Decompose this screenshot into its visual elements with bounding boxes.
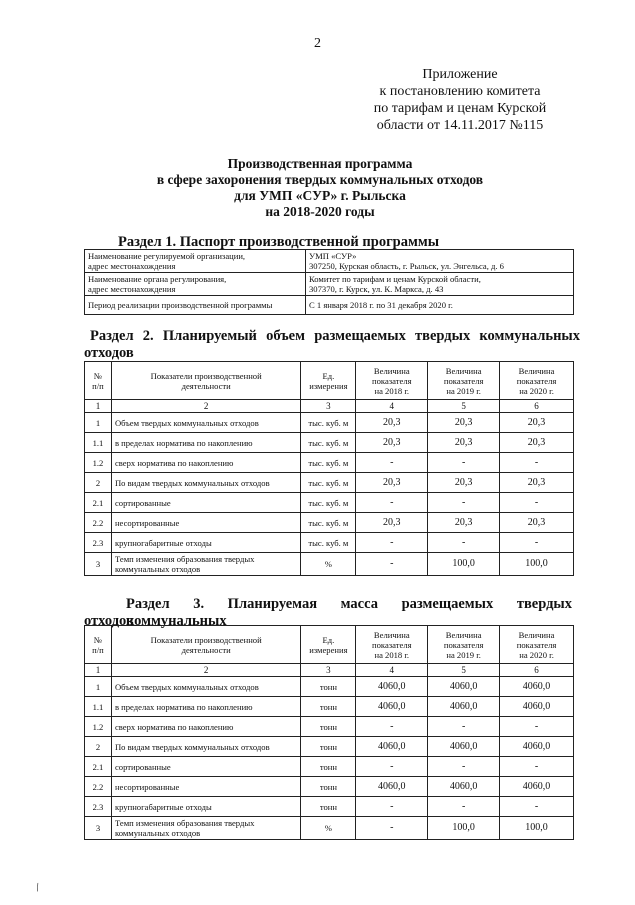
cell-line: показателя: [516, 639, 557, 650]
value-2018: -: [356, 493, 428, 513]
unit-cell: тыс. куб. м: [301, 433, 356, 453]
margin-mark: /: [34, 879, 41, 895]
value-2020: 100,0: [500, 817, 574, 840]
indicator-name: [111, 513, 300, 533]
value-2020: -: [500, 533, 574, 553]
unit-cell: тонн: [301, 697, 356, 717]
value-2018: -: [356, 817, 428, 840]
cell-line: УМП «СУР»: [309, 251, 357, 261]
table-row: [85, 533, 574, 553]
value-2019: 4060,0: [428, 697, 500, 717]
cell-line: на 2018 г.: [374, 649, 410, 660]
cell-line: коммунальных отходов: [114, 828, 201, 838]
value-2018: 20,3: [356, 473, 428, 493]
table-row: [85, 777, 574, 797]
row-number: 2: [85, 473, 112, 493]
column-header: [356, 626, 428, 664]
table-row: [85, 553, 574, 576]
cell-line: на 2020 г.: [519, 649, 554, 660]
cell-line: показателя: [372, 639, 412, 650]
cell-line: адрес местонахождения: [88, 284, 176, 294]
column-number: 1: [85, 400, 112, 413]
document-title: [60, 156, 580, 220]
row-number: 1.1: [85, 697, 112, 717]
row-number: 2.1: [85, 493, 112, 513]
table-row: [85, 717, 574, 737]
cell-line: показателя: [372, 375, 412, 386]
mass-table: [84, 625, 574, 840]
value-2018: -: [356, 757, 428, 777]
title-line: в сфере захоронения твердых коммунальных отходов: [156, 172, 484, 187]
table-row: [85, 473, 574, 493]
section1-heading: Раздел 1. Паспорт производственной программы: [118, 234, 440, 250]
indicator-name: [111, 413, 300, 433]
table-row: [85, 697, 574, 717]
value-2020: -: [500, 717, 574, 737]
cell-line: Темп изменения образования твердых: [114, 818, 255, 828]
passport-row: [85, 250, 574, 273]
cell-line: измерения: [309, 380, 348, 391]
section3-heading-line: Раздел 3. Планируемая масса размещаемых твердых коммунальных: [126, 596, 572, 629]
unit-cell: тонн: [301, 757, 356, 777]
unit-cell: тонн: [301, 677, 356, 697]
table-row: [85, 413, 574, 433]
indicator-name: [111, 817, 300, 840]
column-number: 2: [111, 400, 300, 413]
cell-line: Величина: [518, 629, 555, 640]
value-2019: 20,3: [428, 413, 500, 433]
cell-line: Наименование органа регулирования,: [88, 274, 227, 284]
value-2018: -: [356, 717, 428, 737]
cell-line: на 2019 г.: [446, 385, 481, 396]
value-2020: 20,3: [500, 433, 574, 453]
column-header: [301, 362, 356, 400]
cell-line: 307250, Курская область, г. Рыльск, ул. Энгельса, д. 6: [309, 261, 504, 271]
cell-line: показателя: [443, 639, 484, 650]
value-2018: 20,3: [356, 513, 428, 533]
value-2020: 4060,0: [500, 777, 574, 797]
value-2020: 20,3: [500, 473, 574, 493]
unit-cell: %: [301, 553, 356, 576]
indicator-name: [111, 433, 300, 453]
title-line: для УМП «СУР» г. Рыльска: [234, 188, 406, 203]
value-2018: 20,3: [356, 413, 428, 433]
cell-line: сверх норматива по накоплению: [114, 457, 234, 468]
cell-line: коммунальных отходов: [114, 564, 201, 574]
value-2018: 4060,0: [356, 737, 428, 757]
indicator-name: [111, 697, 300, 717]
value-2018: 4060,0: [356, 677, 428, 697]
value-2020: -: [500, 797, 574, 817]
row-number: 3: [85, 553, 112, 576]
cell-line: сортированные: [114, 497, 171, 508]
value-2018: -: [356, 453, 428, 473]
value-2019: 4060,0: [428, 677, 500, 697]
row-number: 3: [85, 817, 112, 840]
column-header: [85, 362, 112, 400]
unit-cell: тыс. куб. м: [301, 493, 356, 513]
column-number: 3: [301, 664, 356, 677]
cell-line: деятельности: [181, 644, 231, 655]
cell-line: Ед.: [322, 370, 335, 381]
cell-line: несортированные: [114, 517, 180, 528]
unit-cell: тонн: [301, 777, 356, 797]
passport-value: [306, 296, 574, 315]
value-2018: -: [356, 797, 428, 817]
table-row: [85, 817, 574, 840]
column-header: [85, 626, 112, 664]
cell-line: адрес местонахождения: [88, 261, 176, 271]
indicator-name: [111, 777, 300, 797]
unit-cell: тонн: [301, 797, 356, 817]
column-header: [356, 362, 428, 400]
passport-label: [85, 273, 306, 296]
value-2018: 4060,0: [356, 697, 428, 717]
cell-line: Величина: [373, 629, 410, 640]
table-row: [85, 757, 574, 777]
row-number: 1: [85, 677, 112, 697]
indicator-name: [111, 553, 300, 576]
header-row: [85, 626, 574, 664]
unit-cell: %: [301, 817, 356, 840]
column-number: 4: [356, 664, 428, 677]
column-header: [111, 626, 300, 664]
passport-value: [306, 250, 574, 273]
cell-line: на 2020 г.: [519, 385, 554, 396]
row-number: 2.2: [85, 513, 112, 533]
value-2019: 100,0: [428, 553, 500, 576]
page-number: 2: [314, 36, 321, 51]
cell-line: показателя: [443, 375, 484, 386]
title-line: Производственная программа: [227, 156, 413, 171]
column-number: 2: [111, 664, 300, 677]
cell-line: деятельности: [181, 380, 231, 391]
cell-line: п/п: [92, 380, 104, 391]
passport-row: [85, 296, 574, 315]
passport-row: [85, 273, 574, 296]
cell-line: Объем твердых коммунальных отходов: [114, 681, 259, 692]
column-number-row: [85, 400, 574, 413]
value-2019: -: [428, 533, 500, 553]
value-2019: -: [428, 797, 500, 817]
indicator-name: [111, 737, 300, 757]
cell-line: По видам твердых коммунальных отходов: [114, 477, 270, 488]
indicator-name: [111, 493, 300, 513]
appendix-line: Приложение: [422, 67, 498, 82]
value-2019: 20,3: [428, 473, 500, 493]
cell-line: в пределах норматива по накоплению: [114, 701, 253, 712]
column-number: 6: [500, 400, 574, 413]
row-number: 1: [85, 413, 112, 433]
value-2020: 4060,0: [500, 697, 574, 717]
value-2020: -: [500, 493, 574, 513]
table-row: [85, 513, 574, 533]
indicator-name: [111, 757, 300, 777]
table-row: [85, 453, 574, 473]
indicator-name: [111, 797, 300, 817]
column-number: 5: [428, 664, 500, 677]
column-header: [500, 362, 574, 400]
value-2018: 20,3: [356, 433, 428, 453]
column-header: [111, 362, 300, 400]
column-number: 3: [301, 400, 356, 413]
appendix-line: по тарифам и ценам Курской: [373, 101, 547, 116]
cell-line: в пределах норматива по накоплению: [114, 437, 253, 448]
column-number: 5: [428, 400, 500, 413]
value-2020: 4060,0: [500, 677, 574, 697]
value-2020: 4060,0: [500, 737, 574, 757]
cell-line: Период реализации производственной программы: [88, 300, 273, 310]
cell-line: №: [93, 370, 103, 381]
unit-cell: тыс. куб. м: [301, 473, 356, 493]
cell-line: Показатели производственной: [150, 634, 262, 645]
cell-line: С 1 января 2018 г. по 31 декабря 2020 г.: [309, 300, 453, 310]
indicator-name: [111, 533, 300, 553]
unit-cell: тонн: [301, 737, 356, 757]
cell-line: крупногабаритные отходы: [114, 537, 212, 548]
column-number: 6: [500, 664, 574, 677]
appendix-line: к постановлению комитета: [379, 84, 541, 99]
value-2019: -: [428, 757, 500, 777]
row-number: 1.2: [85, 717, 112, 737]
unit-cell: тыс. куб. м: [301, 513, 356, 533]
row-number: 1.2: [85, 453, 112, 473]
appendix-line: области от 14.11.2017 №115: [376, 118, 544, 133]
row-number: 1.1: [85, 433, 112, 453]
value-2020: 100,0: [500, 553, 574, 576]
cell-line: измерения: [309, 644, 348, 655]
cell-line: Величина: [518, 365, 555, 376]
cell-line: показателя: [516, 375, 557, 386]
passport-value: [306, 273, 574, 296]
indicator-name: [111, 453, 300, 473]
table-row: [85, 433, 574, 453]
column-number: 4: [356, 400, 428, 413]
column-header: [500, 626, 574, 664]
row-number: 2: [85, 737, 112, 757]
value-2020: 20,3: [500, 413, 574, 433]
cell-line: на 2018 г.: [374, 385, 410, 396]
unit-cell: тыс. куб. м: [301, 533, 356, 553]
header-row: [85, 362, 574, 400]
cell-line: Показатели производственной: [150, 370, 262, 381]
value-2018: -: [356, 533, 428, 553]
section3-heading-line: отходов: [84, 613, 134, 629]
table-row: [85, 737, 574, 757]
column-number: 1: [85, 664, 112, 677]
value-2020: 20,3: [500, 513, 574, 533]
table-row: [85, 493, 574, 513]
passport-label: [85, 296, 306, 315]
cell-line: №: [93, 634, 103, 645]
column-header: [301, 626, 356, 664]
indicator-name: [111, 677, 300, 697]
cell-line: Комитет по тарифам и ценам Курской области,: [309, 274, 481, 284]
cell-line: 307370, г. Курск, ул. К. Маркса, д. 43: [309, 284, 444, 294]
value-2019: -: [428, 493, 500, 513]
table-row: [85, 797, 574, 817]
section2-heading-line: отходов: [84, 345, 134, 361]
cell-line: крупногабаритные отходы: [114, 801, 212, 812]
cell-line: Ед.: [322, 634, 335, 645]
value-2019: -: [428, 717, 500, 737]
unit-cell: тонн: [301, 717, 356, 737]
cell-line: сортированные: [114, 761, 171, 772]
unit-cell: тыс. куб. м: [301, 453, 356, 473]
title-line: на 2018-2020 годы: [265, 204, 375, 219]
column-header: [428, 362, 500, 400]
appendix-block: [340, 66, 580, 134]
value-2019: 20,3: [428, 513, 500, 533]
cell-line: По видам твердых коммунальных отходов: [114, 741, 270, 752]
value-2019: -: [428, 453, 500, 473]
cell-line: Наименование регулируемой организации,: [88, 251, 246, 261]
cell-line: п/п: [92, 644, 104, 655]
cell-line: несортированные: [114, 781, 180, 792]
row-number: 2.3: [85, 797, 112, 817]
value-2018: -: [356, 553, 428, 576]
cell-line: Величина: [373, 365, 410, 376]
table-row: [85, 677, 574, 697]
section2-heading-line: Раздел 2. Планируемый объем размещаемых твердых коммунальных: [90, 328, 580, 344]
value-2019: 100,0: [428, 817, 500, 840]
cell-line: Величина: [445, 365, 482, 376]
cell-line: Объем твердых коммунальных отходов: [114, 417, 259, 428]
cell-line: Величина: [445, 629, 482, 640]
row-number: 2.1: [85, 757, 112, 777]
value-2019: 20,3: [428, 433, 500, 453]
cell-line: на 2019 г.: [446, 649, 481, 660]
column-number-row: [85, 664, 574, 677]
value-2019: 4060,0: [428, 777, 500, 797]
value-2018: 4060,0: [356, 777, 428, 797]
cell-line: сверх норматива по накоплению: [114, 721, 234, 732]
row-number: 2.3: [85, 533, 112, 553]
column-header: [428, 626, 500, 664]
value-2020: -: [500, 757, 574, 777]
value-2019: 4060,0: [428, 737, 500, 757]
row-number: 2.2: [85, 777, 112, 797]
value-2020: -: [500, 453, 574, 473]
passport-label: [85, 250, 306, 273]
volume-table: [84, 361, 574, 576]
passport-table: [84, 249, 574, 315]
cell-line: Темп изменения образования твердых: [114, 554, 255, 564]
indicator-name: [111, 717, 300, 737]
indicator-name: [111, 473, 300, 493]
unit-cell: тыс. куб. м: [301, 413, 356, 433]
